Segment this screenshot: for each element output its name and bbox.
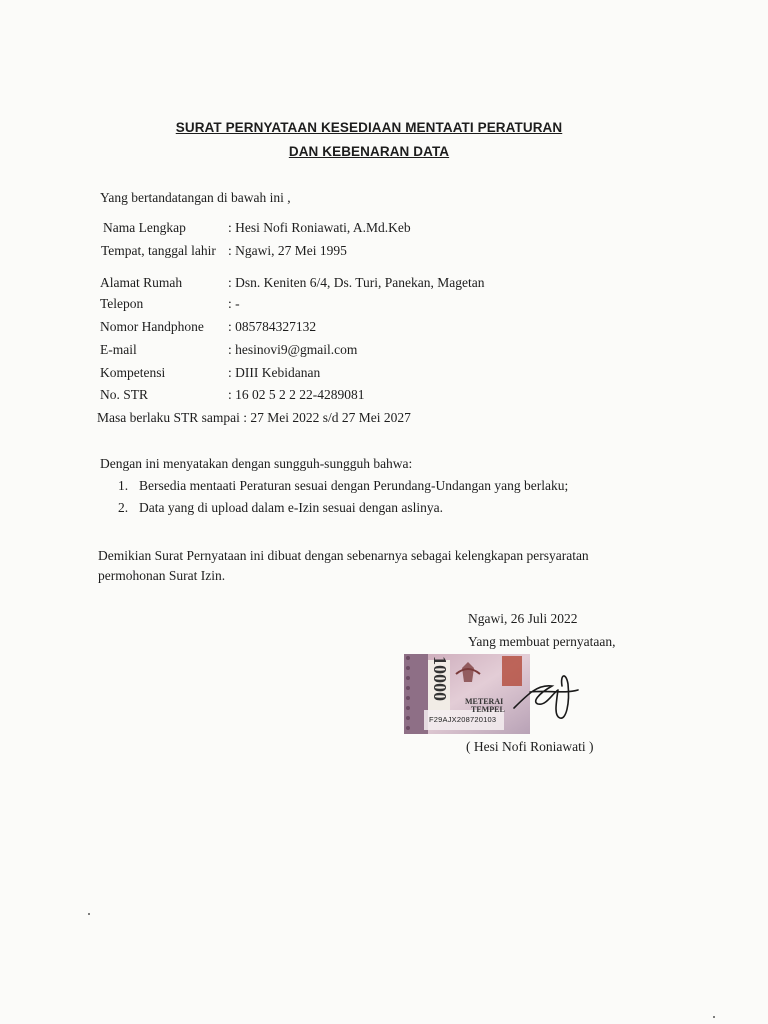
field-value-phone: : - — [228, 296, 240, 311]
statement-item: Data yang di upload dalam e-Izin sesuai dengan aslinya. — [139, 500, 444, 515]
field-label-competence: Kompetensi — [100, 365, 166, 380]
signature-maker-label: Yang membuat pernyataan, — [468, 634, 616, 649]
signer-name: ( Hesi Nofi Roniawati ) — [466, 739, 594, 754]
field-value-address: : Dsn. Keniten 6/4, Ds. Turi, Panekan, Magetan — [228, 275, 485, 290]
field-label-birth: Tempat, tanggal lahir — [101, 243, 216, 258]
field-label-address: Alamat Rumah — [100, 275, 183, 290]
stamp-serial: F29AJX208720103 — [429, 715, 497, 724]
field-label-mobile: Nomor Handphone — [100, 319, 204, 334]
stamp-amount: 10000 — [430, 656, 450, 701]
statement-number: 1. — [118, 478, 129, 493]
scan-speck — [88, 913, 90, 915]
stamp-word-1: METERAI — [465, 697, 504, 706]
handwritten-signature-icon — [508, 664, 584, 724]
closing-line-1: Demikian Surat Pernyataan ini dibuat dengan sebenarnya sebagai kelengkapan persyaratan — [98, 548, 589, 563]
document-title-line-2: DAN KEBENARAN DATA — [288, 144, 450, 159]
field-label-email: E-mail — [100, 342, 137, 357]
field-value-full-name: : Hesi Nofi Roniawati, A.Md.Keb — [228, 220, 411, 235]
field-value-birth: : Ngawi, 27 Mei 1995 — [228, 243, 347, 258]
field-value-mobile: : 085784327132 — [228, 319, 317, 334]
scan-speck — [713, 1016, 715, 1018]
statement-number: 2. — [118, 500, 129, 515]
signature-place-date: Ngawi, 26 Juli 2022 — [468, 611, 578, 626]
str-validity-text: Masa berlaku STR sampai : 27 Mei 2022 s/d 27 Mei 2027 — [97, 410, 411, 425]
field-label-str: No. STR — [100, 387, 149, 402]
field-label-phone: Telepon — [100, 296, 144, 311]
stamp-word-2: TEMPEL — [471, 705, 505, 714]
statement-item: Bersedia mentaati Peraturan sesuai dengan Perundang-Undangan yang berlaku; — [139, 478, 569, 493]
field-label-full-name: Nama Lengkap — [103, 220, 186, 235]
document-title-line-1: SURAT PERNYATAAN KESEDIAAN MENTAATI PERATURAN — [175, 120, 563, 135]
field-value-str: : 16 02 5 2 2 22-4289081 — [228, 387, 365, 402]
closing-line-2: permohonan Surat Izin. — [98, 568, 226, 583]
statement-intro: Dengan ini menyatakan dengan sungguh-sungguh bahwa: — [100, 456, 413, 471]
field-value-competence: : DIII Kebidanan — [228, 365, 321, 380]
intro-text: Yang bertandatangan di bawah ini , — [100, 190, 291, 205]
field-value-email: : hesinovi9@gmail.com — [228, 342, 358, 357]
